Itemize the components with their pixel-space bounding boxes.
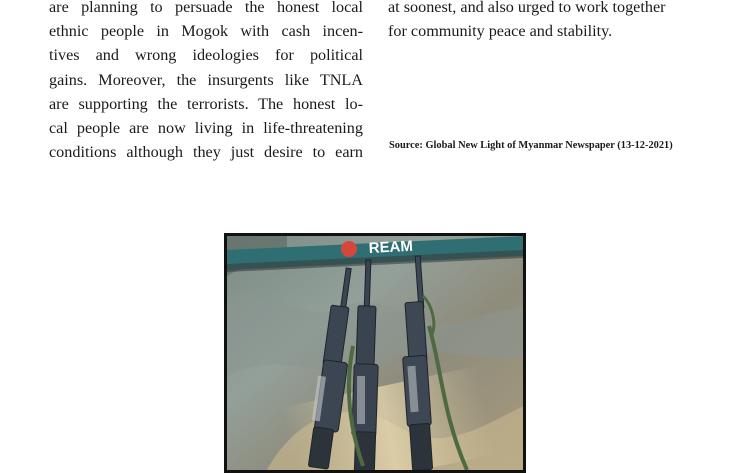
banner-lettering: REAM [368,237,414,257]
article-right-column [388,0,704,43]
body-text-line: for community peace and stability. [388,22,613,41]
seized-weapons-photo [224,233,526,473]
body-text-line: gains. Moreover, the insurgents like TNLA [49,70,363,89]
body-text-line: are planning to persuade the honest local [49,0,363,16]
article-left-column [49,0,363,164]
body-text-line: conditions although they just desire to earn [49,143,363,162]
body-text-line: ethnic people in Mogok with cash incen- [49,22,363,41]
body-text-line: are supporting the terrorists. The honest lo- [49,94,363,113]
source-citation: Source: Global New Light of Myanmar Newspaper (13-12-2021) [389,140,673,151]
body-text-line: cal people are now living in life-threatening [49,119,363,138]
body-text-line: tives and wrong ideologies for political [49,46,363,65]
body-text-line: at soonest, and also urged to work together [388,0,666,16]
photo-illustration [227,236,523,470]
